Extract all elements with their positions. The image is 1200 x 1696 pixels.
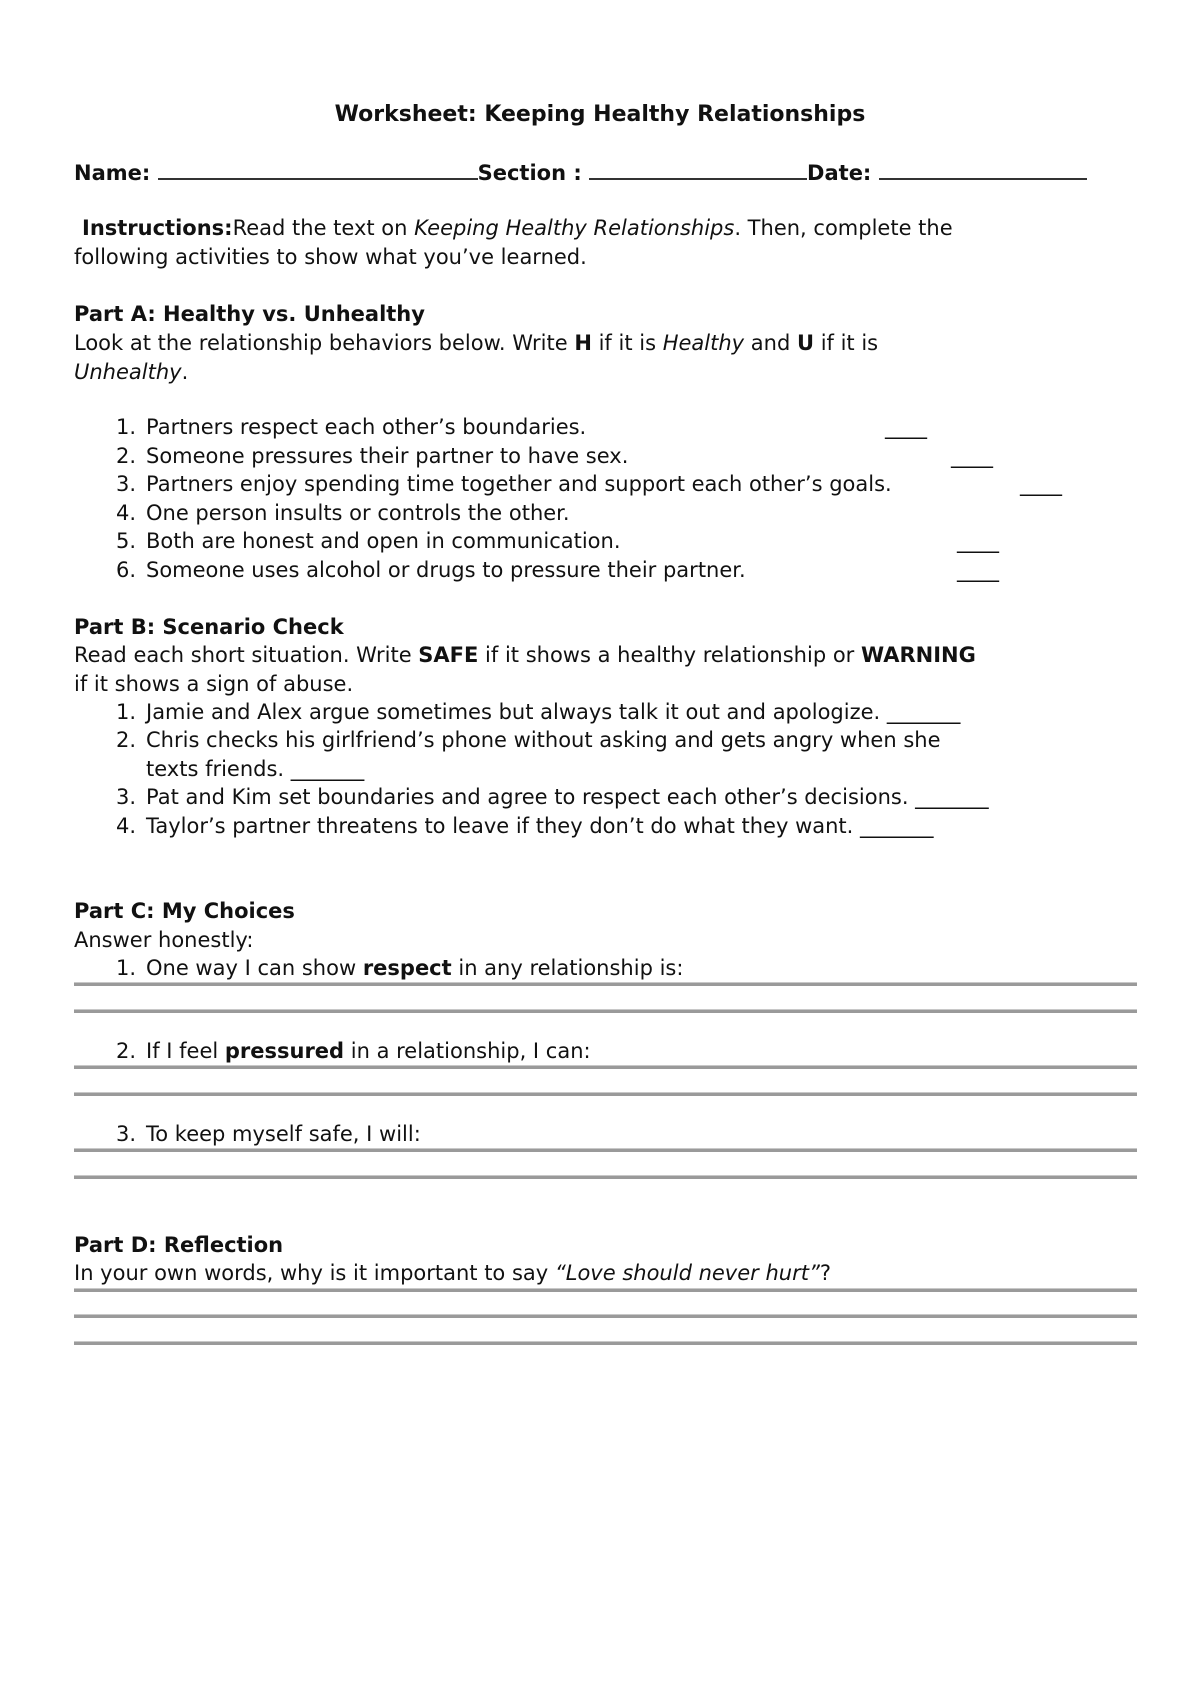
item-number: 2.	[115, 1039, 136, 1063]
item-number: 6.	[115, 558, 136, 582]
date-label: Date:	[807, 161, 872, 185]
t: U	[796, 331, 815, 355]
answer-line[interactable]	[74, 982, 1137, 986]
list-item	[74, 954, 683, 982]
t: pressured	[224, 1039, 345, 1063]
item-number: 3.	[115, 472, 136, 496]
name-field	[74, 158, 1087, 187]
answer-line[interactable]	[74, 1065, 1137, 1069]
list-item	[74, 556, 746, 584]
item-number: 1.	[115, 700, 136, 724]
t: ?	[819, 1261, 831, 1285]
item-text: Pat and Kim set boundaries and agree to respect each other’s decisions. _______	[146, 785, 989, 809]
answer-line[interactable]	[74, 1092, 1137, 1096]
list-item	[74, 698, 960, 726]
item-text: Chris checks his girlfriend’s phone without asking and gets angry when she	[146, 728, 941, 752]
t: and	[744, 331, 797, 355]
part-b-heading: Part B: Scenario Check	[74, 615, 344, 639]
page-title: Worksheet: Keeping Healthy Relationships	[334, 102, 866, 127]
t: Healthy	[662, 331, 745, 355]
item-number: 5.	[115, 529, 136, 553]
t: if it is	[814, 331, 879, 355]
answer-line[interactable]	[74, 1341, 1137, 1345]
t: Look at the relationship behaviors below. Write	[74, 331, 575, 355]
item-text: Both are honest and open in communication.	[146, 529, 621, 553]
part-d-heading: Part D: Reflection	[74, 1233, 284, 1257]
section-blank[interactable]	[589, 158, 807, 180]
list-item	[74, 783, 989, 811]
item-number: 1.	[115, 956, 136, 980]
instructions-label: Instructions:	[82, 216, 233, 240]
item-text: Someone pressures their partner to have sex.	[146, 444, 629, 468]
answer-line[interactable]	[74, 1288, 1137, 1292]
part-b-intro-cont: if it shows a sign of abuse.	[74, 672, 354, 696]
t: .	[181, 360, 189, 384]
item-number: 3.	[115, 1122, 136, 1146]
list-item	[74, 527, 621, 555]
t: in any relationship is:	[451, 956, 684, 980]
answer-blank[interactable]: ____	[957, 558, 999, 582]
instructions	[82, 214, 953, 242]
item-text: Taylor’s partner threatens to leave if they don’t do what they want. _______	[146, 814, 934, 838]
item-number: 1.	[115, 415, 136, 439]
instructions-title-ref: Keeping Healthy Relationships	[414, 216, 735, 240]
item-number: 2.	[115, 444, 136, 468]
t: To keep myself safe, I will:	[146, 1122, 421, 1146]
name-label: Name:	[74, 161, 151, 185]
item-text: Someone uses alcohol or drugs to pressure their partner.	[146, 558, 746, 582]
t: WARNING	[860, 643, 976, 667]
t: In your own words, why is it important to say	[74, 1261, 555, 1285]
item-text: Jamie and Alex argue sometimes but always talk it out and apologize. _______	[146, 700, 961, 724]
part-a-heading: Part A: Healthy vs. Unhealthy	[74, 302, 425, 326]
t: Read each short situation. Write	[74, 643, 419, 667]
item-number: 4.	[115, 814, 136, 838]
instructions-cont: following activities to show what you’ve learned.	[74, 245, 587, 269]
answer-line[interactable]	[74, 1314, 1137, 1318]
item-number: 2.	[115, 728, 136, 752]
list-item-cont: texts friends. _______	[146, 757, 365, 781]
list-item	[74, 1037, 591, 1065]
part-a-intro	[74, 329, 878, 357]
answer-blank[interactable]: ____	[951, 444, 993, 468]
t: respect	[362, 956, 452, 980]
date-blank[interactable]	[879, 158, 1087, 180]
list-item	[74, 812, 934, 840]
answer-line[interactable]	[74, 1175, 1137, 1179]
part-d-question	[74, 1259, 831, 1287]
t: if it shows a healthy relationship or	[478, 643, 861, 667]
t: if it is	[591, 331, 663, 355]
part-c-heading: Part C: My Choices	[74, 899, 295, 923]
t: If I feel	[146, 1039, 225, 1063]
instructions-text: Read the text on	[232, 216, 415, 240]
t: H	[574, 331, 592, 355]
part-a-intro-cont	[74, 358, 188, 386]
list-item	[74, 470, 892, 498]
answer-line[interactable]	[74, 1148, 1137, 1152]
answer-blank[interactable]: ____	[1020, 472, 1062, 496]
name-blank[interactable]	[158, 158, 478, 180]
list-item	[74, 1120, 421, 1148]
list-item	[74, 413, 586, 441]
part-c-intro: Answer honestly:	[74, 928, 254, 952]
t: “Love should never hurt”	[554, 1261, 820, 1285]
item-number: 3.	[115, 785, 136, 809]
t: Unhealthy	[74, 360, 182, 384]
answer-blank[interactable]: ____	[885, 415, 927, 439]
answer-line[interactable]	[74, 1009, 1137, 1013]
instructions-text: . Then, complete the	[734, 216, 953, 240]
list-item	[74, 499, 570, 527]
item-text: One person insults or controls the other.	[146, 501, 570, 525]
list-item	[74, 442, 628, 470]
section-label: Section :	[477, 161, 582, 185]
item-number: 4.	[115, 501, 136, 525]
list-item	[74, 726, 940, 754]
t: in a relationship, I can:	[344, 1039, 591, 1063]
part-b-intro	[74, 641, 976, 669]
item-text: Partners respect each other’s boundaries.	[146, 415, 587, 439]
t: SAFE	[418, 643, 479, 667]
t: One way I can show	[146, 956, 363, 980]
answer-blank[interactable]: ____	[957, 529, 999, 553]
item-text: Partners enjoy spending time together and support each other’s goals.	[146, 472, 892, 496]
